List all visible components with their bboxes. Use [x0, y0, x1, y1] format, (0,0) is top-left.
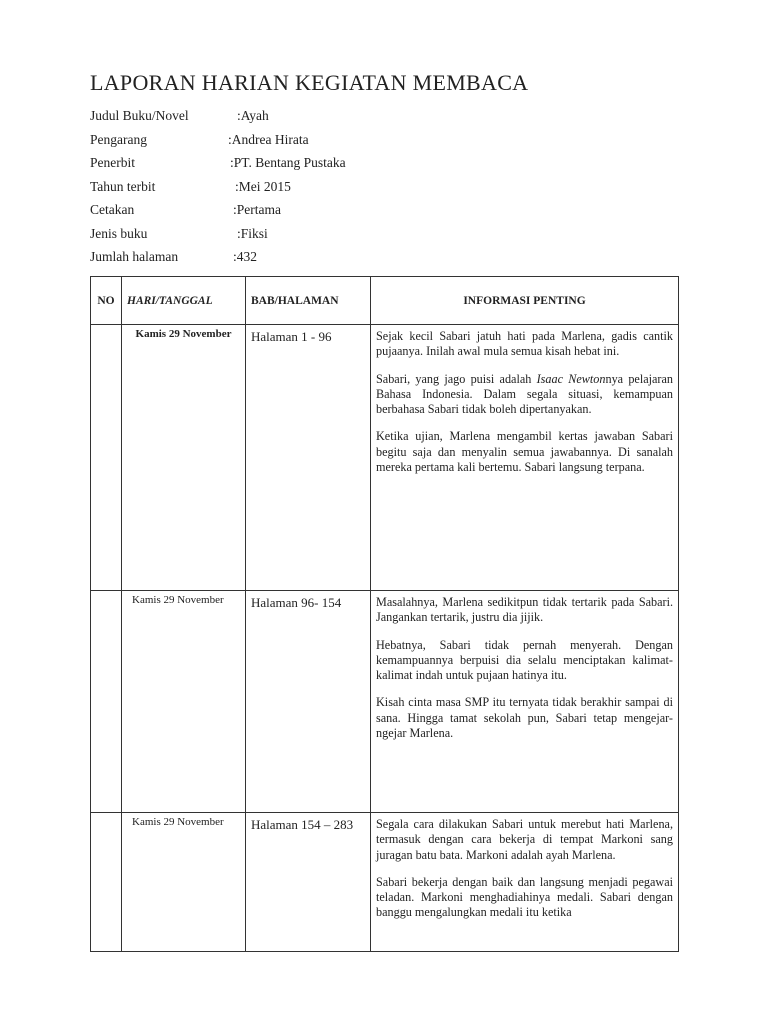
info-paragraph: Sabari bekerja dengan baik dan langsung menjadi pegawai teladan. Markoni menghadiahinya medali. Sabari dengan banggu mengalungkan medali itu ketika	[376, 874, 673, 920]
info-text: nya pelajaran Bahasa Indonesia. Dalam segala situasi, kemampuan berbahasa Sabari tidak boleh dipertanyakan.	[376, 371, 673, 417]
table-row	[91, 325, 679, 591]
info-paragraph: Masalahnya, Marlena sedikitpun tidak tertarik pada Sabari. Jangankan tertarik, justru dia jijik.	[376, 595, 673, 625]
cell-hari-tanggal: Kamis 29 November	[122, 813, 246, 952]
cell-hari-tanggal: Kamis 29 November	[122, 591, 246, 813]
meta-row-jumlah	[90, 249, 490, 273]
meta-label: Judul Buku/Novel	[90, 108, 189, 123]
info-paragraph	[376, 372, 673, 418]
header-no: NO	[91, 277, 122, 325]
meta-label: Pengarang	[90, 131, 147, 147]
table-row	[91, 813, 679, 952]
info-paragraph: Kisah cinta masa SMP itu ternyata tidak berakhir sampai di sana. Hingga tamat sekolah pun, Sabari tetap mengejar-ngejar Marlena.	[376, 695, 673, 741]
meta-value: :Pertama	[233, 202, 281, 217]
meta-label: Jenis buku	[90, 225, 148, 241]
info-paragraph: Hebatnya, Sabari tidak pernah menyerah. Dengan kemampuannya berpuisi dia selalu menciptakan kalimat-kalimat indah untuk pujaan hatinya itu.	[376, 637, 673, 683]
info-text: Sabari, yang jago puisi adalah	[376, 371, 537, 386]
header-hari-tanggal: HARI/TANGGAL	[122, 277, 246, 325]
meta-row-penerbit	[90, 155, 490, 179]
header-informasi-penting: INFORMASI PENTING	[371, 277, 679, 325]
cell-bab-halaman: Halaman 154 – 283	[246, 813, 371, 952]
reading-log-table	[90, 276, 679, 952]
meta-value: :432	[233, 249, 258, 264]
cell-informasi	[371, 813, 679, 952]
table-header-row	[91, 277, 679, 325]
meta-value: :Mei 2015	[235, 178, 291, 194]
cell-bab-halaman: Halaman 96- 154	[246, 591, 371, 813]
meta-value: :Fiksi	[237, 225, 268, 241]
info-paragraph: Ketika ujian, Marlena mengambil kertas jawaban Sabari begitu saja dan menyalin semua jawabannya. Di sanalah mereka pertama kali bertemu. Sabari langsung terpana.	[376, 429, 673, 475]
meta-label: Jumlah halaman	[90, 249, 179, 264]
meta-label: Cetakan	[90, 202, 135, 217]
cell-informasi	[371, 325, 679, 591]
cell-no	[91, 325, 122, 591]
info-paragraph: Segala cara dilakukan Sabari untuk merebut hati Marlena, termasuk dengan cara bekerja di tempat Markoni sang juragan batu bata. Markoni adalah ayah Marlena.	[376, 817, 673, 862]
cell-informasi	[371, 591, 679, 813]
header-bab-halaman: BAB/HALAMAN	[246, 277, 371, 325]
meta-value: :Ayah	[237, 108, 269, 123]
meta-label: Penerbit	[90, 155, 135, 170]
cell-bab-halaman: Halaman 1 - 96	[246, 325, 371, 591]
meta-row-jenis	[90, 226, 490, 250]
meta-row-judul	[90, 108, 490, 132]
meta-row-pengarang	[90, 132, 490, 156]
cell-hari-tanggal: Kamis 29 November	[122, 325, 246, 591]
cell-no	[91, 813, 122, 952]
info-paragraph: Sejak kecil Sabari jatuh hati pada Marlena, gadis cantik pujaanya. Inilah awal mula semua kisah hebat ini.	[376, 329, 673, 359]
cell-no	[91, 591, 122, 813]
meta-row-tahun	[90, 179, 490, 203]
table-row	[91, 591, 679, 813]
info-italic-text: Isaac Newton	[536, 371, 606, 386]
meta-value: :PT. Bentang Pustaka	[230, 155, 346, 170]
meta-value: :Andrea Hirata	[228, 131, 309, 147]
page-title: LAPORAN HARIAN KEGIATAN MEMBACA	[90, 70, 529, 95]
book-info	[90, 108, 490, 273]
meta-row-cetakan	[90, 202, 490, 226]
meta-label: Tahun terbit	[90, 178, 156, 194]
